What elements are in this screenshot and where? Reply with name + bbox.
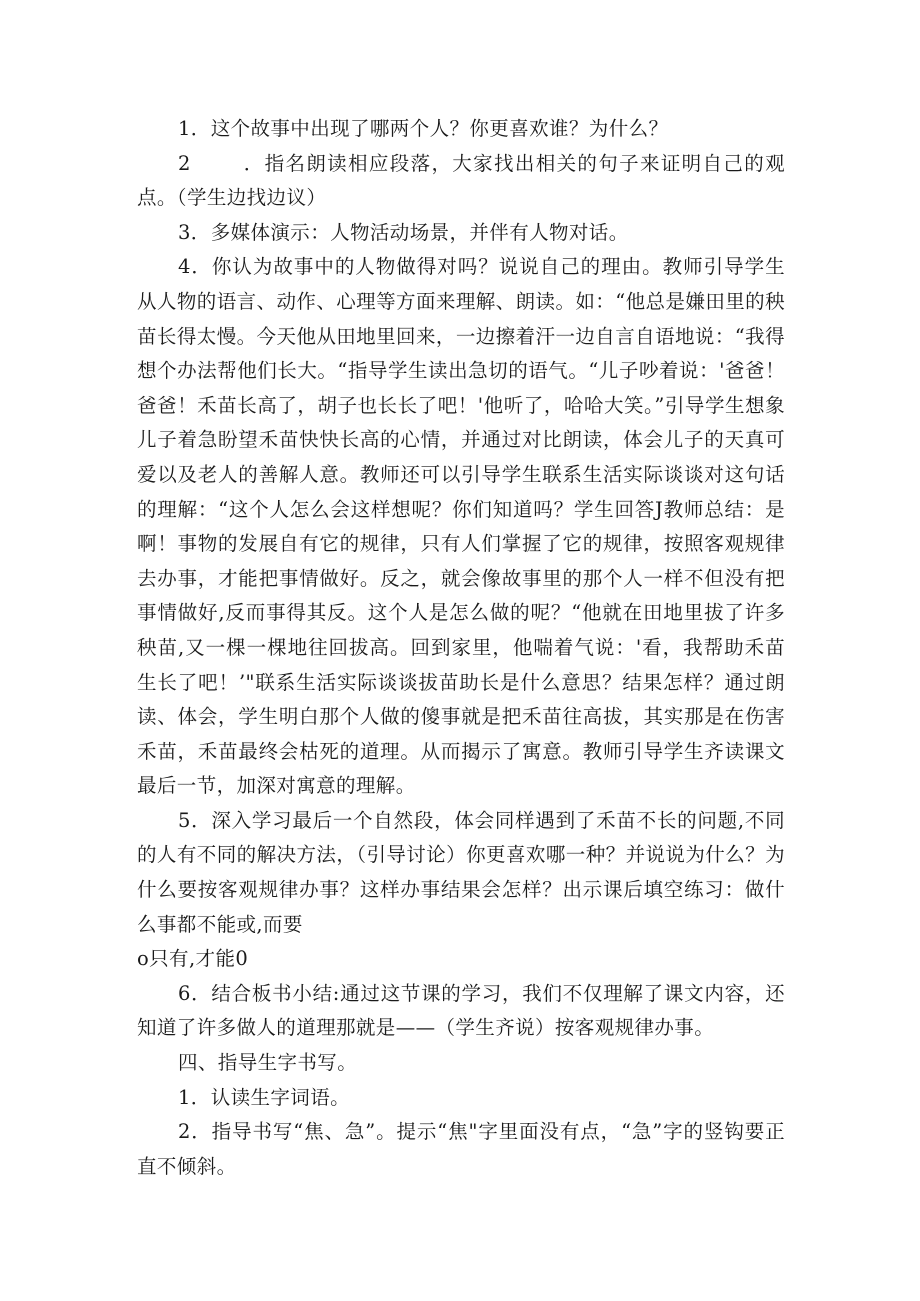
paragraph-question-5: 5．深入学习最后一个自然段，体会同样遇到了禾苗不长的问题,不同的人有不同的解决方法，（引导讨论）你更喜欢哪一种？并说说为什么？为什么要按客观规律办事？这样办事结果会怎样？出示课后填空练习：做什么事都不能或,而要 <box>137 808 785 936</box>
paragraph-step-1: 1．认读生字词语。 <box>178 1085 351 1109</box>
paragraph-step-2: 2．指导书写“焦、急”。提示“焦"字里面没有点，“急”字的竖钩要正直不倾斜。 <box>137 1120 785 1178</box>
paragraph-fill-blank: o只有,才能0 <box>137 947 249 971</box>
paragraph-question-1: 1．这个故事中出现了哪两个人？你更喜欢谁？为什么？ <box>178 117 669 140</box>
paragraph-question-2 <box>137 147 785 216</box>
paragraph-text-2: ．指名朗读相应段落，大家找出相关的句子来证明自己的观点。（学生边找边议） <box>137 151 785 210</box>
paragraph-question-4: 4．你认为故事中的人物做得对吗？说说自己的理由。教师引导学生从人物的语言、动作、心理等方面来理解、朗读。如：“他总是嫌田里的秧苗长得太慢。今天他从田地里回来，一边擦着汗一边自言自语地说：“我得想个办法帮他们长大。“指导学生读出急切的语气。“儿子吵着说：'爸爸！爸爸！禾苗长高了，胡子也长长了吧！'他听了，哈哈大笑。”引导学生想象儿子着急盼望禾苗快快长高的心情，并通过对比朗读，体会儿子的天真可爱以及老人的善解人意。教师还可以引导学生联系生活实际谈谈对这句话的理解：“这个人怎么会这样想呢？你们知道吗？学生回答J教师总结：是啊！事物的发展自有它的规律，只有人们掌握了它的规律，按照客观规律去办事，才能把事情做好。反之，就会像故事里的那个人一样不但没有把事情做好,反而事得其反。这个人是怎么做的呢？“他就在田地里拔了许多秧苗,又一棵一棵地往回拔高。回到家里，他喘着气说：'看，我帮助禾苗生长了吧！’"联系生活实际谈谈拔苗助长是什么意思？结果怎样？通过朗读、体会，学生明白那个人做的傻事就是把禾苗往高拔，其实那是在伤害禾苗，禾苗最终会枯死的道理。从而揭示了寓意。教师引导学生齐读课文最后一节，加深对寓意的理解。 <box>137 255 785 798</box>
paragraph-number-2: 2 <box>178 151 191 175</box>
paragraph-question-6: 6．结合板书小结:通过这节课的学习，我们不仅理解了课文内容，还知道了许多做人的道理那就是——（学生齐说）按客观规律办事。 <box>137 981 785 1040</box>
document-body <box>137 112 785 1184</box>
paragraph-question-3: 3．多媒体演示：人物活动场景，并伴有人物对话。 <box>178 220 629 244</box>
section-heading-4: 四、指导生字书写。 <box>178 1051 358 1075</box>
